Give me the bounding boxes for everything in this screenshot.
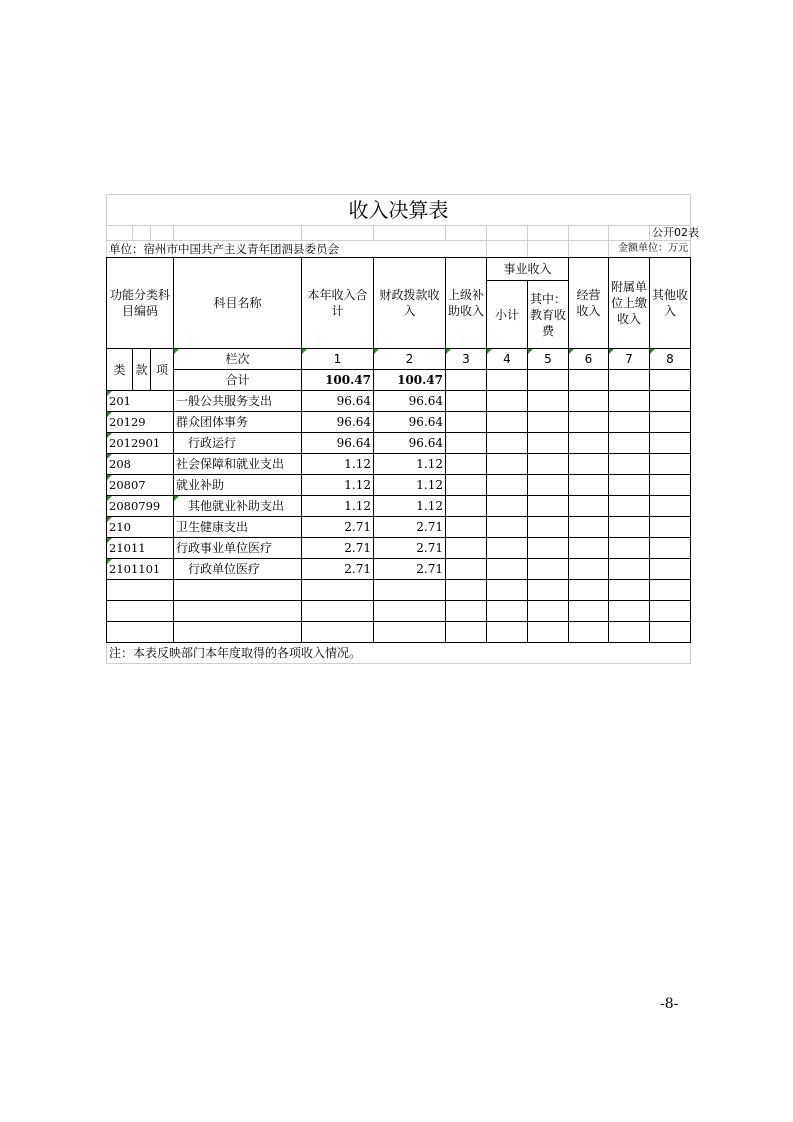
empty-row bbox=[107, 601, 691, 622]
row-total: 1.12 bbox=[302, 475, 374, 496]
row-fiscal: 2.71 bbox=[374, 559, 446, 580]
col-num-5: 5 bbox=[528, 349, 569, 370]
header-education-fee: 其中：教育收费 bbox=[528, 281, 569, 349]
header-subtotal: 小计 bbox=[487, 281, 528, 349]
header-subject-name: 科目名称 bbox=[174, 258, 302, 349]
row-name: 就业补助 bbox=[174, 475, 302, 496]
header-func-code: 功能分类科目编码 bbox=[107, 258, 174, 349]
col-num-1: 1 bbox=[302, 349, 374, 370]
row-name: 群众团体事务 bbox=[174, 412, 302, 433]
row-fiscal: 96.64 bbox=[374, 412, 446, 433]
header-superior-subsidy: 上级补助收入 bbox=[446, 258, 487, 349]
row-total: 2.71 bbox=[302, 559, 374, 580]
header-total-income: 本年收入合计 bbox=[302, 258, 374, 349]
row-name: 其他就业补助支出 bbox=[174, 496, 302, 517]
empty-row bbox=[107, 622, 691, 643]
table-row bbox=[107, 433, 691, 454]
row-fiscal: 2.71 bbox=[374, 517, 446, 538]
col-num-8: 8 bbox=[650, 349, 691, 370]
empty-row bbox=[107, 580, 691, 601]
table-ref: 公开02表 bbox=[650, 226, 691, 241]
row-fiscal: 96.64 bbox=[374, 433, 446, 454]
row-total: 2.71 bbox=[302, 538, 374, 559]
row-code: 2080799 bbox=[107, 496, 174, 517]
header-other-income: 其他收入 bbox=[650, 258, 691, 349]
table-row bbox=[107, 517, 691, 538]
row-total: 96.64 bbox=[302, 391, 374, 412]
row-code: 20129 bbox=[107, 412, 174, 433]
table-title: 收入决算表 bbox=[107, 195, 691, 226]
total-fiscal-value: 100.47 bbox=[374, 370, 446, 391]
row-fiscal: 1.12 bbox=[374, 496, 446, 517]
header-business-income: 事业收入 bbox=[487, 258, 569, 281]
table-row bbox=[107, 538, 691, 559]
row-code: 20807 bbox=[107, 475, 174, 496]
row-total: 2.71 bbox=[302, 517, 374, 538]
header-fiscal: 财政拨款收入 bbox=[374, 258, 446, 349]
row-total: 96.64 bbox=[302, 433, 374, 454]
total-label: 合计 bbox=[174, 370, 302, 391]
unit-label: 单位：宿州市中国共产主义青年团泗县委员会 bbox=[107, 241, 487, 258]
row-name: 行政单位医疗 bbox=[174, 559, 302, 580]
row-code: 201 bbox=[107, 391, 174, 412]
row-fiscal: 1.12 bbox=[374, 454, 446, 475]
income-final-account-sheet bbox=[106, 194, 699, 664]
table-note: 注：本表反映部门本年度取得的各项收入情况。 bbox=[107, 643, 691, 664]
header-xiang: 项 bbox=[151, 349, 174, 391]
table-row bbox=[107, 496, 691, 517]
row-name: 卫生健康支出 bbox=[174, 517, 302, 538]
header-operating-income: 经营收入 bbox=[569, 258, 609, 349]
table-row bbox=[107, 391, 691, 412]
row-fiscal: 2.71 bbox=[374, 538, 446, 559]
row-fiscal: 1.12 bbox=[374, 475, 446, 496]
row-total: 96.64 bbox=[302, 412, 374, 433]
header-lanci: 栏次 bbox=[174, 349, 302, 370]
col-num-4: 4 bbox=[487, 349, 528, 370]
row-name: 社会保障和就业支出 bbox=[174, 454, 302, 475]
income-table bbox=[106, 194, 699, 664]
row-code: 2101101 bbox=[107, 559, 174, 580]
row-name: 行政运行 bbox=[174, 433, 302, 454]
row-fiscal: 96.64 bbox=[374, 391, 446, 412]
row-name: 一般公共服务支出 bbox=[174, 391, 302, 412]
page-number: -8- bbox=[660, 996, 679, 1012]
col-num-2: 2 bbox=[374, 349, 446, 370]
total-income-value: 100.47 bbox=[302, 370, 374, 391]
amount-unit: 金额单位：万元 bbox=[609, 241, 691, 258]
col-num-7: 7 bbox=[609, 349, 650, 370]
row-name: 行政事业单位医疗 bbox=[174, 538, 302, 559]
row-code: 208 bbox=[107, 454, 174, 475]
table-row bbox=[107, 412, 691, 433]
row-code: 2012901 bbox=[107, 433, 174, 454]
row-total: 1.12 bbox=[302, 496, 374, 517]
row-code: 210 bbox=[107, 517, 174, 538]
table-row bbox=[107, 475, 691, 496]
header-lei: 类 bbox=[107, 349, 133, 391]
header-affiliated-income: 附属单位上缴收入 bbox=[609, 258, 650, 349]
header-kuan: 款 bbox=[133, 349, 151, 391]
row-code: 21011 bbox=[107, 538, 174, 559]
table-row bbox=[107, 559, 691, 580]
row-total: 1.12 bbox=[302, 454, 374, 475]
col-num-3: 3 bbox=[446, 349, 487, 370]
table-row bbox=[107, 454, 691, 475]
col-num-6: 6 bbox=[569, 349, 609, 370]
